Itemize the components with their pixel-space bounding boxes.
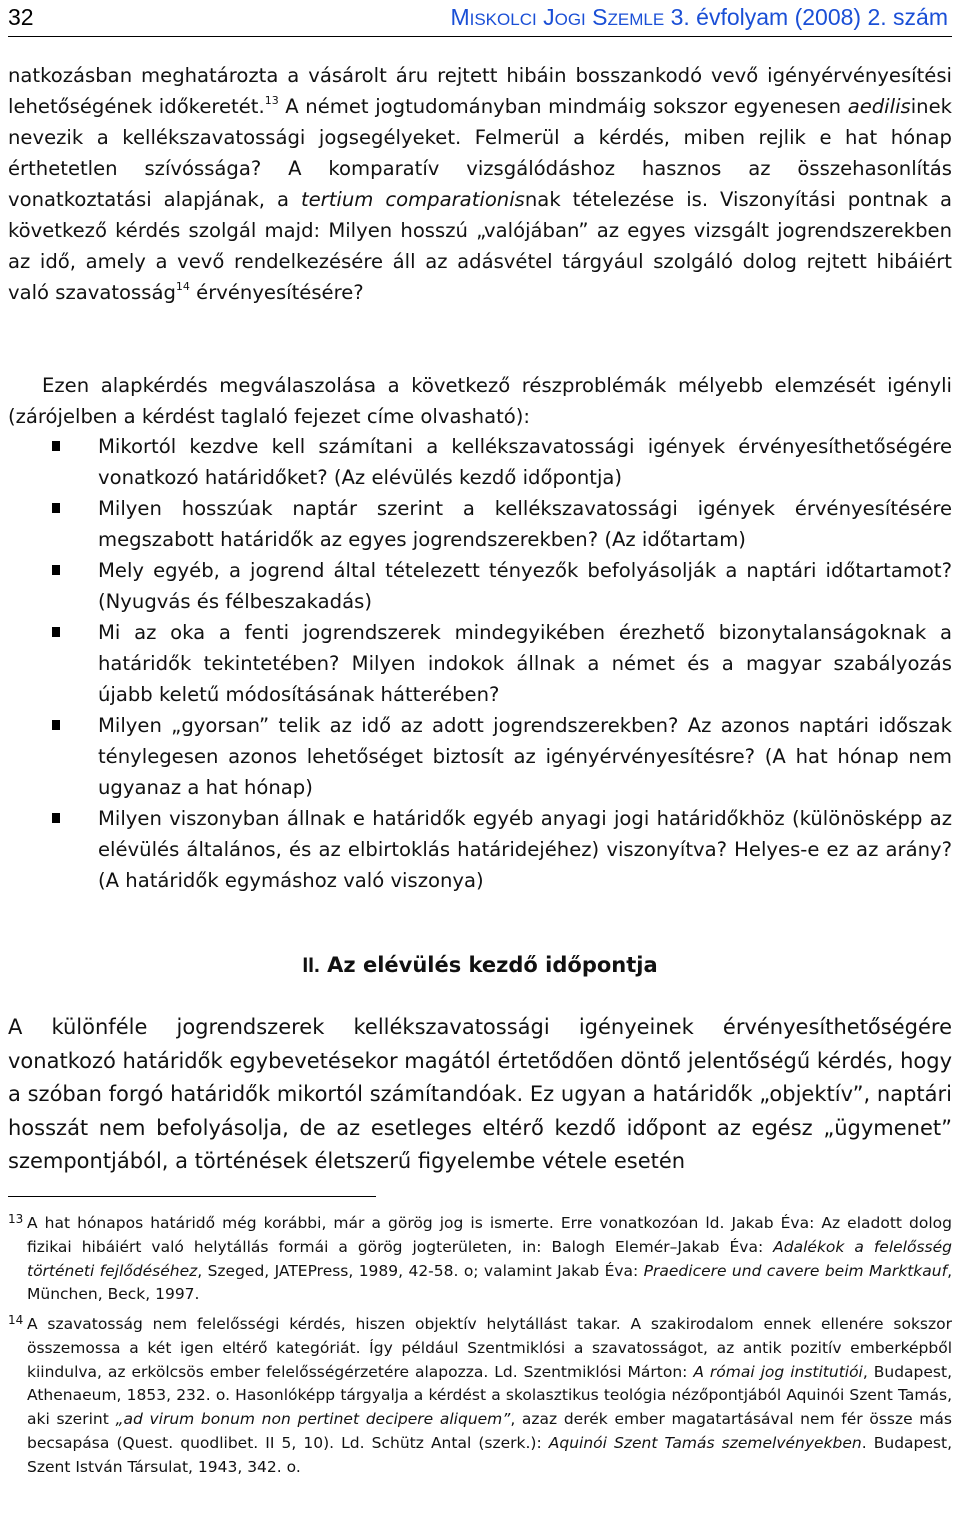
list-item: Mely egyéb, a jogrend által tételezett tényezők befolyásolják a naptári időtartamot? (Nyugvás és félbeszakadás) bbox=[8, 555, 952, 617]
bullet-square-icon bbox=[52, 503, 60, 513]
footnote-number: 14 bbox=[8, 1313, 24, 1327]
bullet-square-icon bbox=[52, 627, 60, 637]
page-number: 32 bbox=[8, 4, 34, 30]
list-item: Mi az oka a fenti jogrendszerek mindegyikében érezhető bizonytalanságoknak a határidők tekintetében? Milyen indokok állnak a német és a magyar szabályozás újabb keletű módosításának hátterében? bbox=[8, 617, 952, 710]
body-paragraph-2: Ezen alapkérdés megválaszolása a következő részproblémák mélyebb elemzését igényli (zárójelben a kérdést taglaló fejezet címe olvasható): bbox=[8, 374, 952, 428]
body-paragraph-3: A különféle jogrendszerek kellékszavatossági igényeinek érvényesíthetőségére vonatkozó határidők egybevetésekor magától értetődően döntő jelentőségű kérdés, hogy a szóban forgó határidők mikortól számítandóak. Ez ugyan a határidők „objektív”, naptári hosszát nem befolyásolja, de az esetleges eltérő kezdő időpont az egész „ügymenet” szempontjából, a történések életszerű figyelembe vétele esetén bbox=[8, 1015, 952, 1173]
section-heading: II. Az elévülés kezdő időpontja bbox=[302, 953, 658, 977]
footnote-number: 13 bbox=[8, 1212, 24, 1226]
list-item: Milyen hosszúak naptár szerint a kellékszavatossági igények érvényesítésére megszabott határidők az egyes jogrendszerekben? (Az időtartam) bbox=[8, 493, 952, 555]
bullet-square-icon bbox=[52, 441, 60, 451]
journal-title: MISKOLCI JOGI SZEMLE 3. évfolyam (2008) 2. szám bbox=[450, 4, 948, 30]
list-item: Milyen viszonyban állnak e határidők egyéb anyagi jogi határidőkhöz (különösképp az elévülés általános, és az elbirtoklás határidejéhez) viszonyítva? Helyes-e ez az arány? (A határidők egymáshoz való viszonya) bbox=[8, 803, 952, 896]
footnote-ref-13[interactable]: 13 bbox=[264, 94, 279, 107]
footnote-13: 13 A hat hónapos határidő még korábbi, már a görög jog is ismerte. Erre vonatkozóan ld. Jakab Éva: Az eladott dolog fizikai hibáiért való helytállás formái a görög jogterületen, in: Balogh Elemér–Jakab Éva: Adalékok a felelősség történeti fejlődéséhez, Szeged, JATEPress, 1989, 42-58. o; valamint Jakab Éva: Praedicere und cavere beim Marktkauf, München, Beck, 1997. bbox=[8, 1212, 952, 1307]
question-list bbox=[8, 431, 952, 896]
page-header bbox=[8, 0, 952, 37]
bullet-square-icon bbox=[52, 565, 60, 575]
list-item: Mikortól kezdve kell számítani a kellékszavatossági igények érvényesíthetőségére vonatkozó határidőket? (Az elévülés kezdő időpontja) bbox=[8, 431, 952, 493]
list-item: Milyen „gyorsan” telik az idő az adott jogrendszerekben? Az azonos naptári időszak ténylegesen azonos lehetőséget biztosít az igényérvényesítésre? (A hat hónap nem ugyanaz a hat hónap) bbox=[8, 710, 952, 803]
footnote-separator bbox=[8, 1196, 376, 1197]
footnote-14: 14 A szavatosság nem felelősségi kérdés, hiszen objektív helytállást takar. A szakirodalom ennek ellenére sokszor összemossa a két igen eltérő kategóriát. Így például Szentmiklósi a szavatosságot, az antik pozitív emberképből kiindulva, az erkölcsös ember felelősségérzetére alapozza. Ld. Szentmiklósi Márton: A római jog institutiói, Budapest, Athenaeum, 1853, 232. o. Hasonlóképp tárgyalja a kérdést a skolasztikus teológia nézőpontjából Aquinói Szent Tamás, aki szerint „ad virum bonum non pertinet decipere aliquem”, azaz derék ember magatartásával nem fér össze más becsapása (Quest. quodlibet. II 5, 10). Ld. Schütz Antal (szerk.): Aquinói Szent Tamás szemelvényekben. Budapest, Szent István Társulat, 1943, 342. o. bbox=[8, 1313, 952, 1480]
footnote-ref-14[interactable]: 14 bbox=[175, 280, 190, 293]
bullet-square-icon bbox=[52, 720, 60, 730]
body-paragraph-1: natkozásban meghatározta a vásárolt áru rejtett hibáin bosszankodó vevő igényérvényesítési lehetőségének időkeretét.$^{13}$ A német jogtudományban mindmáig sokszor egyenesen aedilisinek nevezik a kellékszavatossági jogsegélyeket. Felmerül a kérdés, miben rejlik e hat hónap érthetetlen szívóssága? A komparatív vizsgálódáshoz hasznos az összehasonlítás vonatkoztatási alapjának, a tertium comparationisnak tételezése is. Viszonyítási pontnak a következő kérdés szolgál majd: Milyen hosszú „valójában” az egyes vizsgált jogrendszerekben az idő, amely a vevő rendelkezésére áll az adásvétel tárgyául szolgáló dolog rejtett hibáiért való szavatosság$^{14}$ érvényesítésére? bbox=[8, 64, 953, 304]
bullet-square-icon bbox=[52, 813, 60, 823]
